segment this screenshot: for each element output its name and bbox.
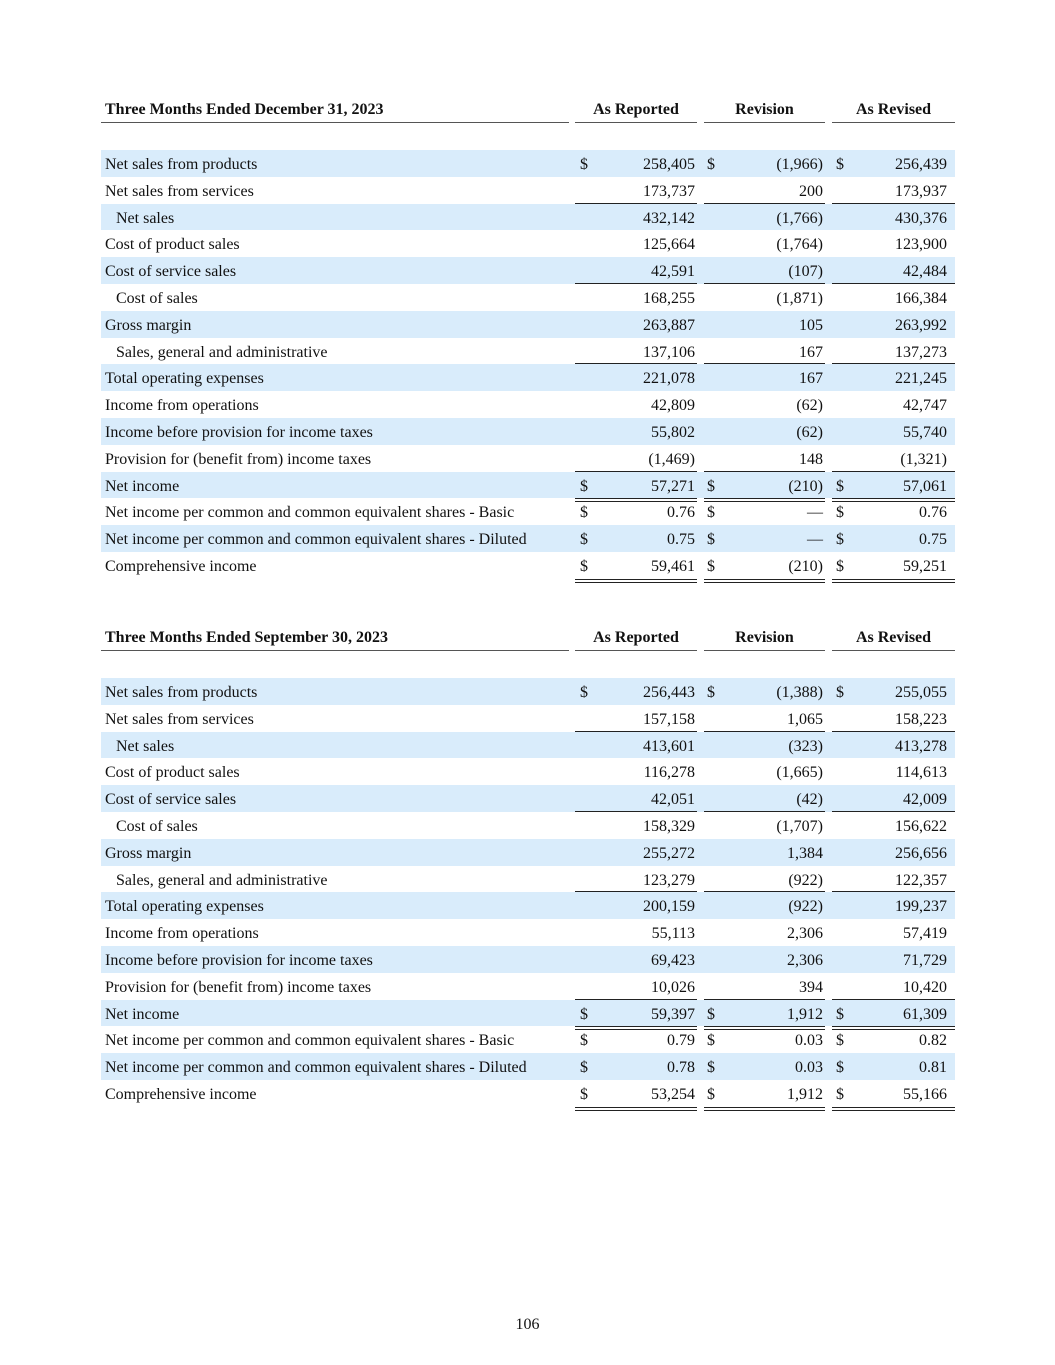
row-label: Net sales from services xyxy=(105,182,254,200)
cell-value: 0.76 xyxy=(667,504,695,522)
cell-value: 59,397 xyxy=(651,1005,695,1023)
cell-value: 71,729 xyxy=(903,951,947,969)
dollar-sign: $ xyxy=(707,557,715,575)
cell-value: 10,420 xyxy=(903,978,947,996)
row-label: Cost of sales xyxy=(116,817,198,835)
cell-value: 55,740 xyxy=(903,423,947,441)
cell-value: 394 xyxy=(799,978,823,996)
row-label: Comprehensive income xyxy=(105,1085,257,1103)
cell-value: 200,159 xyxy=(643,898,695,916)
table-row xyxy=(101,812,955,839)
cell-value: 0.81 xyxy=(919,1059,947,1077)
cell-value: 116,278 xyxy=(643,764,695,782)
dollar-sign: $ xyxy=(580,156,588,173)
row-label: Cost of service sales xyxy=(105,263,237,281)
row-label: Income from operations xyxy=(105,397,259,415)
cell-value: (922) xyxy=(788,898,823,916)
column-rule xyxy=(575,650,697,651)
cell-value: (1,764) xyxy=(776,236,823,254)
cell-value: (922) xyxy=(788,871,823,889)
row-label: Provision for (benefit from) income taxes xyxy=(105,978,372,996)
cell-value: (62) xyxy=(796,397,823,415)
double-underline-rule xyxy=(832,579,955,583)
double-underline-rule xyxy=(575,579,697,583)
table-row xyxy=(101,284,955,311)
cell-value: 0.76 xyxy=(919,504,947,522)
table-row xyxy=(101,973,955,1000)
cell-value: 0.78 xyxy=(667,1059,695,1077)
row-label: Net income xyxy=(105,1005,180,1023)
cell-value: (1,871) xyxy=(776,289,823,307)
double-underline-rule xyxy=(704,579,825,583)
cell-value: 42,747 xyxy=(903,397,947,415)
cell-value: 0.79 xyxy=(667,1032,695,1050)
row-label: Income before provision for income taxes xyxy=(105,423,373,441)
row-label: Net income per common and common equivalent shares - Basic xyxy=(105,504,515,522)
cell-value: 413,601 xyxy=(643,737,695,755)
title-rule xyxy=(101,650,569,651)
row-label: Comprehensive income xyxy=(105,557,257,575)
cell-value: 413,278 xyxy=(895,737,947,755)
cell-value: 0.82 xyxy=(919,1032,947,1050)
column-header: As Reported xyxy=(593,101,679,118)
cell-value: 61,309 xyxy=(903,1005,947,1023)
cell-value: 123,279 xyxy=(643,871,695,889)
cell-value: 256,443 xyxy=(643,684,695,701)
table-row xyxy=(101,204,955,231)
row-label: Total operating expenses xyxy=(105,370,264,388)
cell-value: 123,900 xyxy=(895,236,947,254)
section-title: Three Months Ended September 30, 2023 xyxy=(105,629,388,646)
dollar-sign: $ xyxy=(580,504,588,522)
column-header: Revision xyxy=(735,629,794,646)
cell-value: 430,376 xyxy=(895,209,947,227)
row-label: Net income per common and common equivalent shares - Diluted xyxy=(105,1059,527,1077)
dollar-sign: $ xyxy=(580,1085,588,1103)
cell-value: 0.75 xyxy=(667,531,695,549)
row-label: Net sales from products xyxy=(105,156,258,173)
cell-value: 156,622 xyxy=(895,817,947,835)
table-row xyxy=(101,391,955,418)
cell-value: 59,461 xyxy=(651,557,695,575)
row-label: Cost of service sales xyxy=(105,791,237,809)
cell-value: 0.75 xyxy=(919,531,947,549)
table-row xyxy=(101,150,955,177)
row-label: Net income per common and common equivalent shares - Diluted xyxy=(105,531,527,549)
dollar-sign: $ xyxy=(836,1005,844,1023)
table-row xyxy=(101,498,955,525)
column-header: As Revised xyxy=(855,101,932,118)
income-table-dec-2023 xyxy=(101,98,955,579)
cell-value: 59,251 xyxy=(903,557,947,575)
column-rule xyxy=(575,122,697,123)
row-label: Gross margin xyxy=(105,316,192,334)
column-header: As Reported xyxy=(593,629,679,646)
cell-value: (107) xyxy=(788,263,823,281)
cell-value: 69,423 xyxy=(651,951,695,969)
dollar-sign: $ xyxy=(707,1059,715,1077)
row-label: Cost of product sales xyxy=(105,236,240,254)
dollar-sign: $ xyxy=(580,557,588,575)
cell-value: 42,484 xyxy=(903,263,947,281)
dollar-sign: $ xyxy=(707,1085,715,1103)
row-label: Provision for (benefit from) income taxes xyxy=(105,450,372,468)
table-row xyxy=(101,418,955,445)
cell-value: 432,142 xyxy=(643,209,695,227)
dollar-sign: $ xyxy=(580,1005,588,1023)
cell-value: 167 xyxy=(799,343,823,361)
dollar-sign: $ xyxy=(707,531,715,549)
dollar-sign: $ xyxy=(580,477,588,495)
table-header xyxy=(101,98,955,123)
cell-value: 157,158 xyxy=(643,710,695,728)
row-label: Net sales from services xyxy=(105,710,254,728)
table-row xyxy=(101,758,955,785)
cell-value: 10,026 xyxy=(651,978,695,996)
row-label: Income before provision for income taxes xyxy=(105,951,373,969)
cell-value: 173,937 xyxy=(895,182,947,200)
dollar-sign: $ xyxy=(580,1059,588,1077)
double-underline-rule xyxy=(832,1107,955,1111)
cell-value: 263,887 xyxy=(643,316,695,334)
dollar-sign: $ xyxy=(580,1032,588,1050)
cell-value: 57,061 xyxy=(903,477,947,495)
double-underline-rule xyxy=(575,1107,697,1111)
dollar-sign: $ xyxy=(707,156,715,173)
table-row xyxy=(101,311,955,338)
cell-value: 55,166 xyxy=(903,1085,947,1103)
row-label: Sales, general and administrative xyxy=(116,871,328,889)
table-row xyxy=(101,257,955,284)
cell-value: (1,388) xyxy=(776,684,823,701)
cell-value: 42,009 xyxy=(903,791,947,809)
cell-value: 122,357 xyxy=(895,871,947,889)
cell-value: — xyxy=(807,531,823,549)
table-row xyxy=(101,785,955,812)
dollar-sign: $ xyxy=(707,1032,715,1050)
cell-value: 2,306 xyxy=(787,951,823,969)
table-row xyxy=(101,892,955,919)
cell-value: 137,106 xyxy=(643,343,695,361)
column-rule xyxy=(832,122,955,123)
page-number: 106 xyxy=(515,1316,540,1333)
row-label: Net sales from products xyxy=(105,684,258,701)
table-row xyxy=(101,1000,955,1027)
cell-value: 42,809 xyxy=(651,397,695,415)
row-label: Net sales xyxy=(116,209,175,227)
cell-value: 256,656 xyxy=(895,844,947,862)
cell-value: 1,912 xyxy=(787,1005,823,1023)
cell-value: 42,051 xyxy=(651,791,695,809)
table-row xyxy=(101,472,955,499)
dollar-sign: $ xyxy=(836,504,844,522)
cell-value: (1,766) xyxy=(776,209,823,227)
cell-value: 57,271 xyxy=(651,477,695,495)
column-rule xyxy=(704,122,825,123)
row-label: Net income xyxy=(105,477,180,495)
cell-value: 114,613 xyxy=(895,764,947,782)
dollar-sign: $ xyxy=(707,1005,715,1023)
cell-value: 258,405 xyxy=(643,156,695,173)
cell-value: (210) xyxy=(788,477,823,495)
dollar-sign: $ xyxy=(580,684,588,701)
row-label: Net income per common and common equivalent shares - Basic xyxy=(105,1032,515,1050)
dollar-sign: $ xyxy=(836,557,844,575)
table-row xyxy=(101,732,955,759)
cell-value: (323) xyxy=(788,737,823,755)
section-title: Three Months Ended December 31, 2023 xyxy=(105,101,384,118)
table-row xyxy=(101,678,955,705)
cell-value: 2,306 xyxy=(787,925,823,943)
cell-value: 1,384 xyxy=(787,844,823,862)
cell-value: 221,245 xyxy=(895,370,947,388)
table-row xyxy=(101,1026,955,1053)
cell-value: 167 xyxy=(799,370,823,388)
cell-value: 42,591 xyxy=(651,263,695,281)
cell-value: 199,237 xyxy=(895,898,947,916)
table-row xyxy=(101,705,955,732)
table-row xyxy=(101,946,955,973)
dollar-sign: $ xyxy=(836,1085,844,1103)
cell-value: 255,055 xyxy=(895,684,947,701)
table-row xyxy=(101,1053,955,1080)
dollar-sign: $ xyxy=(707,504,715,522)
table-row xyxy=(101,866,955,893)
dollar-sign: $ xyxy=(836,531,844,549)
column-header: Revision xyxy=(735,101,794,118)
income-table-sep-2023 xyxy=(101,626,955,1107)
cell-value: 0.03 xyxy=(795,1059,823,1077)
table-row xyxy=(101,1080,955,1107)
table-row xyxy=(101,177,955,204)
cell-value: (42) xyxy=(796,791,823,809)
dollar-sign: $ xyxy=(836,684,844,701)
cell-value: 137,273 xyxy=(895,343,947,361)
cell-value: (1,665) xyxy=(776,764,823,782)
cell-value: (210) xyxy=(788,557,823,575)
cell-value: 57,419 xyxy=(903,925,947,943)
table-row xyxy=(101,338,955,365)
cell-value: (62) xyxy=(796,423,823,441)
dollar-sign: $ xyxy=(836,477,844,495)
cell-value: — xyxy=(807,504,823,522)
dollar-sign: $ xyxy=(836,1032,844,1050)
table-row xyxy=(101,445,955,472)
table-row xyxy=(101,839,955,866)
cell-value: 1,912 xyxy=(787,1085,823,1103)
cell-value: 0.03 xyxy=(795,1032,823,1050)
dollar-sign: $ xyxy=(580,531,588,549)
title-rule xyxy=(101,122,569,123)
table-header xyxy=(101,626,955,651)
header-spacer xyxy=(101,651,955,678)
row-label: Net sales xyxy=(116,737,175,755)
row-label: Cost of sales xyxy=(116,289,198,307)
cell-value: 168,255 xyxy=(643,289,695,307)
cell-value: 200 xyxy=(799,182,823,200)
cell-value: 158,329 xyxy=(643,817,695,835)
double-underline-rule xyxy=(704,1107,825,1111)
table-row xyxy=(101,552,955,579)
cell-value: (1,966) xyxy=(776,156,823,173)
header-spacer xyxy=(101,123,955,150)
cell-value: 1,065 xyxy=(787,710,823,728)
cell-value: 173,737 xyxy=(643,182,695,200)
cell-value: 148 xyxy=(799,450,823,468)
cell-value: (1,707) xyxy=(776,817,823,835)
cell-value: 256,439 xyxy=(895,156,947,173)
cell-value: 263,992 xyxy=(895,316,947,334)
cell-value: 166,384 xyxy=(895,289,947,307)
row-label: Total operating expenses xyxy=(105,898,264,916)
row-label: Gross margin xyxy=(105,844,192,862)
dollar-sign: $ xyxy=(836,156,844,173)
column-header: As Revised xyxy=(855,629,932,646)
table-row xyxy=(101,919,955,946)
table-row xyxy=(101,364,955,391)
cell-value: (1,321) xyxy=(900,450,947,468)
cell-value: 105 xyxy=(799,316,823,334)
cell-value: 255,272 xyxy=(643,844,695,862)
row-label: Income from operations xyxy=(105,925,259,943)
dollar-sign: $ xyxy=(836,1059,844,1077)
column-rule xyxy=(704,650,825,651)
row-label: Sales, general and administrative xyxy=(116,343,328,361)
column-rule xyxy=(832,650,955,651)
dollar-sign: $ xyxy=(707,684,715,701)
row-label: Cost of product sales xyxy=(105,764,240,782)
table-row xyxy=(101,525,955,552)
cell-value: 158,223 xyxy=(895,710,947,728)
cell-value: 53,254 xyxy=(651,1085,695,1103)
cell-value: 221,078 xyxy=(643,370,695,388)
dollar-sign: $ xyxy=(707,477,715,495)
cell-value: (1,469) xyxy=(648,450,695,468)
cell-value: 55,802 xyxy=(651,423,695,441)
cell-value: 125,664 xyxy=(643,236,695,254)
table-row xyxy=(101,230,955,257)
cell-value: 55,113 xyxy=(651,925,695,943)
